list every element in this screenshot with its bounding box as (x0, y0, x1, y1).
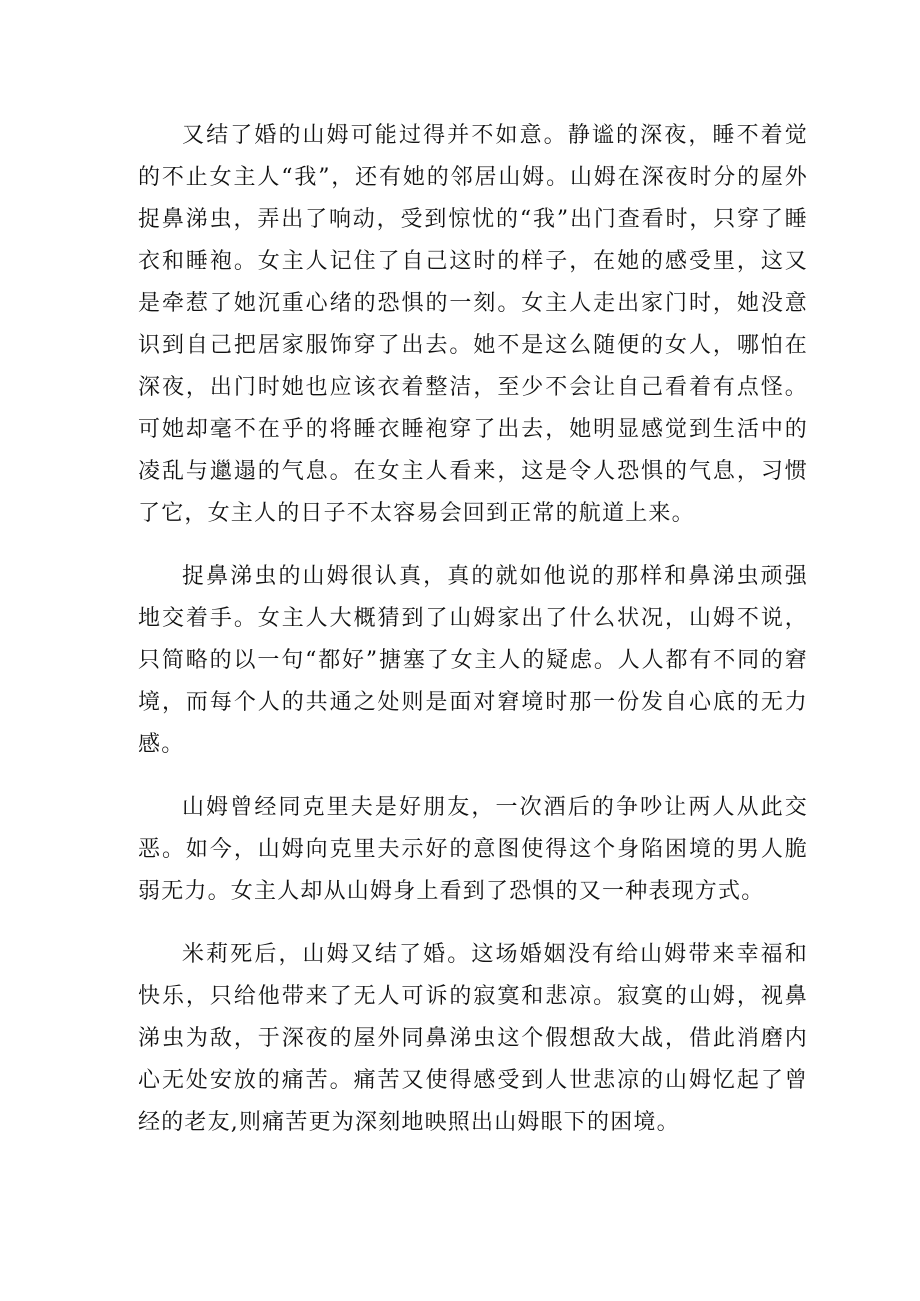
paragraph-4: 米莉死后，山姆又结了婚。这场婚姻没有给山姆带来幸福和快乐，只给他带来了无人可诉的寂寞和悲凉。寂寞的山姆，视鼻涕虫为敌，于深夜的屋外同鼻涕虫这个假想敌大战，借此消磨内心无处安放的痛苦。痛苦又使得感受到人世悲凉的山姆忆起了曾经的老友,则痛苦更为深刻地映照出山姆眼下的困境。 (138, 942, 808, 1135)
paragraph-3: 山姆曾经同克里夫是好朋友，一次酒后的争吵让两人从此交恶。如今，山姆向克里夫示好的意图使得这个身陷困境的男人脆弱无力。女主人却从山姆身上看到了恐惧的又一种表现方式。 (138, 795, 808, 904)
paragraph-2: 捉鼻涕虫的山姆很认真，真的就如他说的那样和鼻涕虫顽强地交着手。女主人大概猜到了山姆家出了什么状况，山姆不说，只简略的以一句“都好”搪塞了女主人的疑虑。人人都有不同的窘境，而每个人的共通之处则是面对窘境时那一份发自心底的无力感。 (138, 564, 808, 757)
essay-body (138, 115, 808, 1165)
paragraph-1: 又结了婚的山姆可能过得并不如意。静谧的深夜，睡不着觉的不止女主人“我”，还有她的邻居山姆。山姆在深夜时分的屋外捉鼻涕虫，弄出了响动，受到惊忧的“我”出门查看时，只穿了睡衣和睡袍。女主人记住了自己这时的样子，在她的感受里，这又是牵惹了她沉重心绪的恐惧的一刻。女主人走出家门时，她没意识到自己把居家服饰穿了出去。她不是这么随便的女人，哪怕在深夜，出门时她也应该衣着整洁，至少不会让自己看着有点怪。可她却毫不在乎的将睡衣睡袍穿了出去，她明显感觉到生活中的凌乱与邋遢的气息。在女主人看来，这是令人恐惧的气息，习惯了它，女主人的日子不太容易会回到正常的航道上来。 (138, 123, 808, 526)
